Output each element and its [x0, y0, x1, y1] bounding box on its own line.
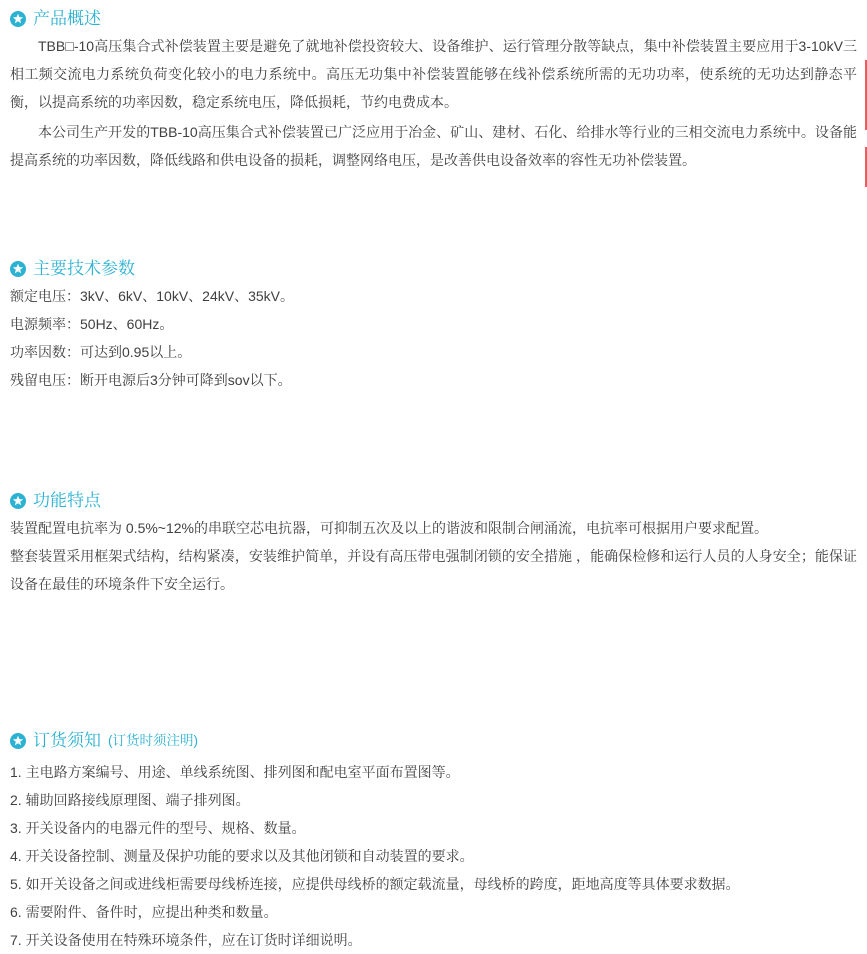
ordering-item: 4. 开关设备控制、测量及保护功能的要求以及其他闭锁和自动装置的要求。 [10, 848, 474, 864]
spec-list [10, 282, 857, 394]
feature-paragraph-1: 装置配置电抗率为 0.5%~12%的串联空芯电抗器，可抑制五次及以上的谐波和限制合闸涌流，电抗率可根据用户要求配置。 [10, 520, 768, 536]
section-title-ordering: 订货须知 [33, 731, 101, 750]
spec-residual-voltage: 残留电压：断开电源后3分钟可降到sov以下。 [10, 372, 292, 388]
section-header-ordering [10, 730, 857, 752]
section-title-overview: 产品概述 [33, 9, 101, 28]
section-ordering-notes [10, 730, 857, 954]
overview-paragraph-1: TBB□-10高压集合式补偿装置主要是避免了就地补偿投资较大、设备维护、运行管理分散等缺点，集中补偿装置主要应用于3-10kV三相工频交流电力系统负荷变化较小的电力系统中。高压无功集中补偿装置能够在线补偿系统所需的无功功率，使系统的无功达到静态平衡，以提高系统的功率因数，稳定系统电压，降低损耗，节约电费成本。 [10, 38, 857, 110]
section-header-overview [10, 8, 857, 30]
ordering-item: 5. 如开关设备之间或进线柜需要母线桥连接，应提供母线桥的额定载流量，母线桥的跨度，距地高度等具体要求数据。 [10, 876, 740, 892]
spec-power-factor: 功率因数：可达到0.95以上。 [10, 344, 192, 360]
section-header-specs [10, 258, 857, 280]
circled-star-icon [10, 733, 26, 749]
section-product-overview [10, 8, 857, 174]
ordering-item: 1. 主电路方案编号、用途、单线系统图、排列图和配电室平面布置图等。 [10, 764, 460, 780]
ordering-item: 3. 开关设备内的电器元件的型号、规格、数量。 [10, 820, 306, 836]
circled-star-icon [10, 261, 26, 277]
section-header-features [10, 490, 857, 512]
circled-star-icon [10, 493, 26, 509]
ordering-item-list [10, 758, 857, 954]
section-technical-parameters [10, 258, 857, 394]
spec-power-frequency: 电源频率：50Hz、60Hz。 [10, 316, 174, 332]
section-title-specs: 主要技术参数 [33, 259, 135, 278]
circled-star-icon [10, 11, 26, 27]
section-features [10, 490, 857, 598]
feature-list [10, 514, 857, 598]
section-title-features: 功能特点 [33, 491, 101, 510]
ordering-item: 6. 需要附件、备件时，应提出种类和数量。 [10, 904, 278, 920]
section-subtitle-ordering: (订货时须注明) [108, 733, 198, 748]
ordering-item: 2. 辅助回路接线原理图、端子排列图。 [10, 792, 250, 808]
feature-paragraph-2: 整套装置采用框架式结构，结构紧凑，安装维护简单，并设有高压带电强制闭锁的安全措施 ，能确保检修和运行人员的人身安全；能保证设备在最佳的环境条件下安全运行。 [10, 548, 857, 592]
ordering-item: 7. 开关设备使用在特殊环境条件，应在订货时详细说明。 [10, 932, 362, 948]
overview-paragraph-2: 本公司生产开发的TBB-10高压集合式补偿装置已广泛应用于冶金、矿山、建材、石化、给排水等行业的三相交流电力系统中。设备能提高系统的功率因数，降低线路和供电设备的损耗，调整网络电压，是改善供电设备效率的容性无功补偿装置。 [10, 124, 857, 168]
spec-rated-voltage: 额定电压：3kV、6kV、10kV、24kV、35kV。 [10, 288, 294, 304]
